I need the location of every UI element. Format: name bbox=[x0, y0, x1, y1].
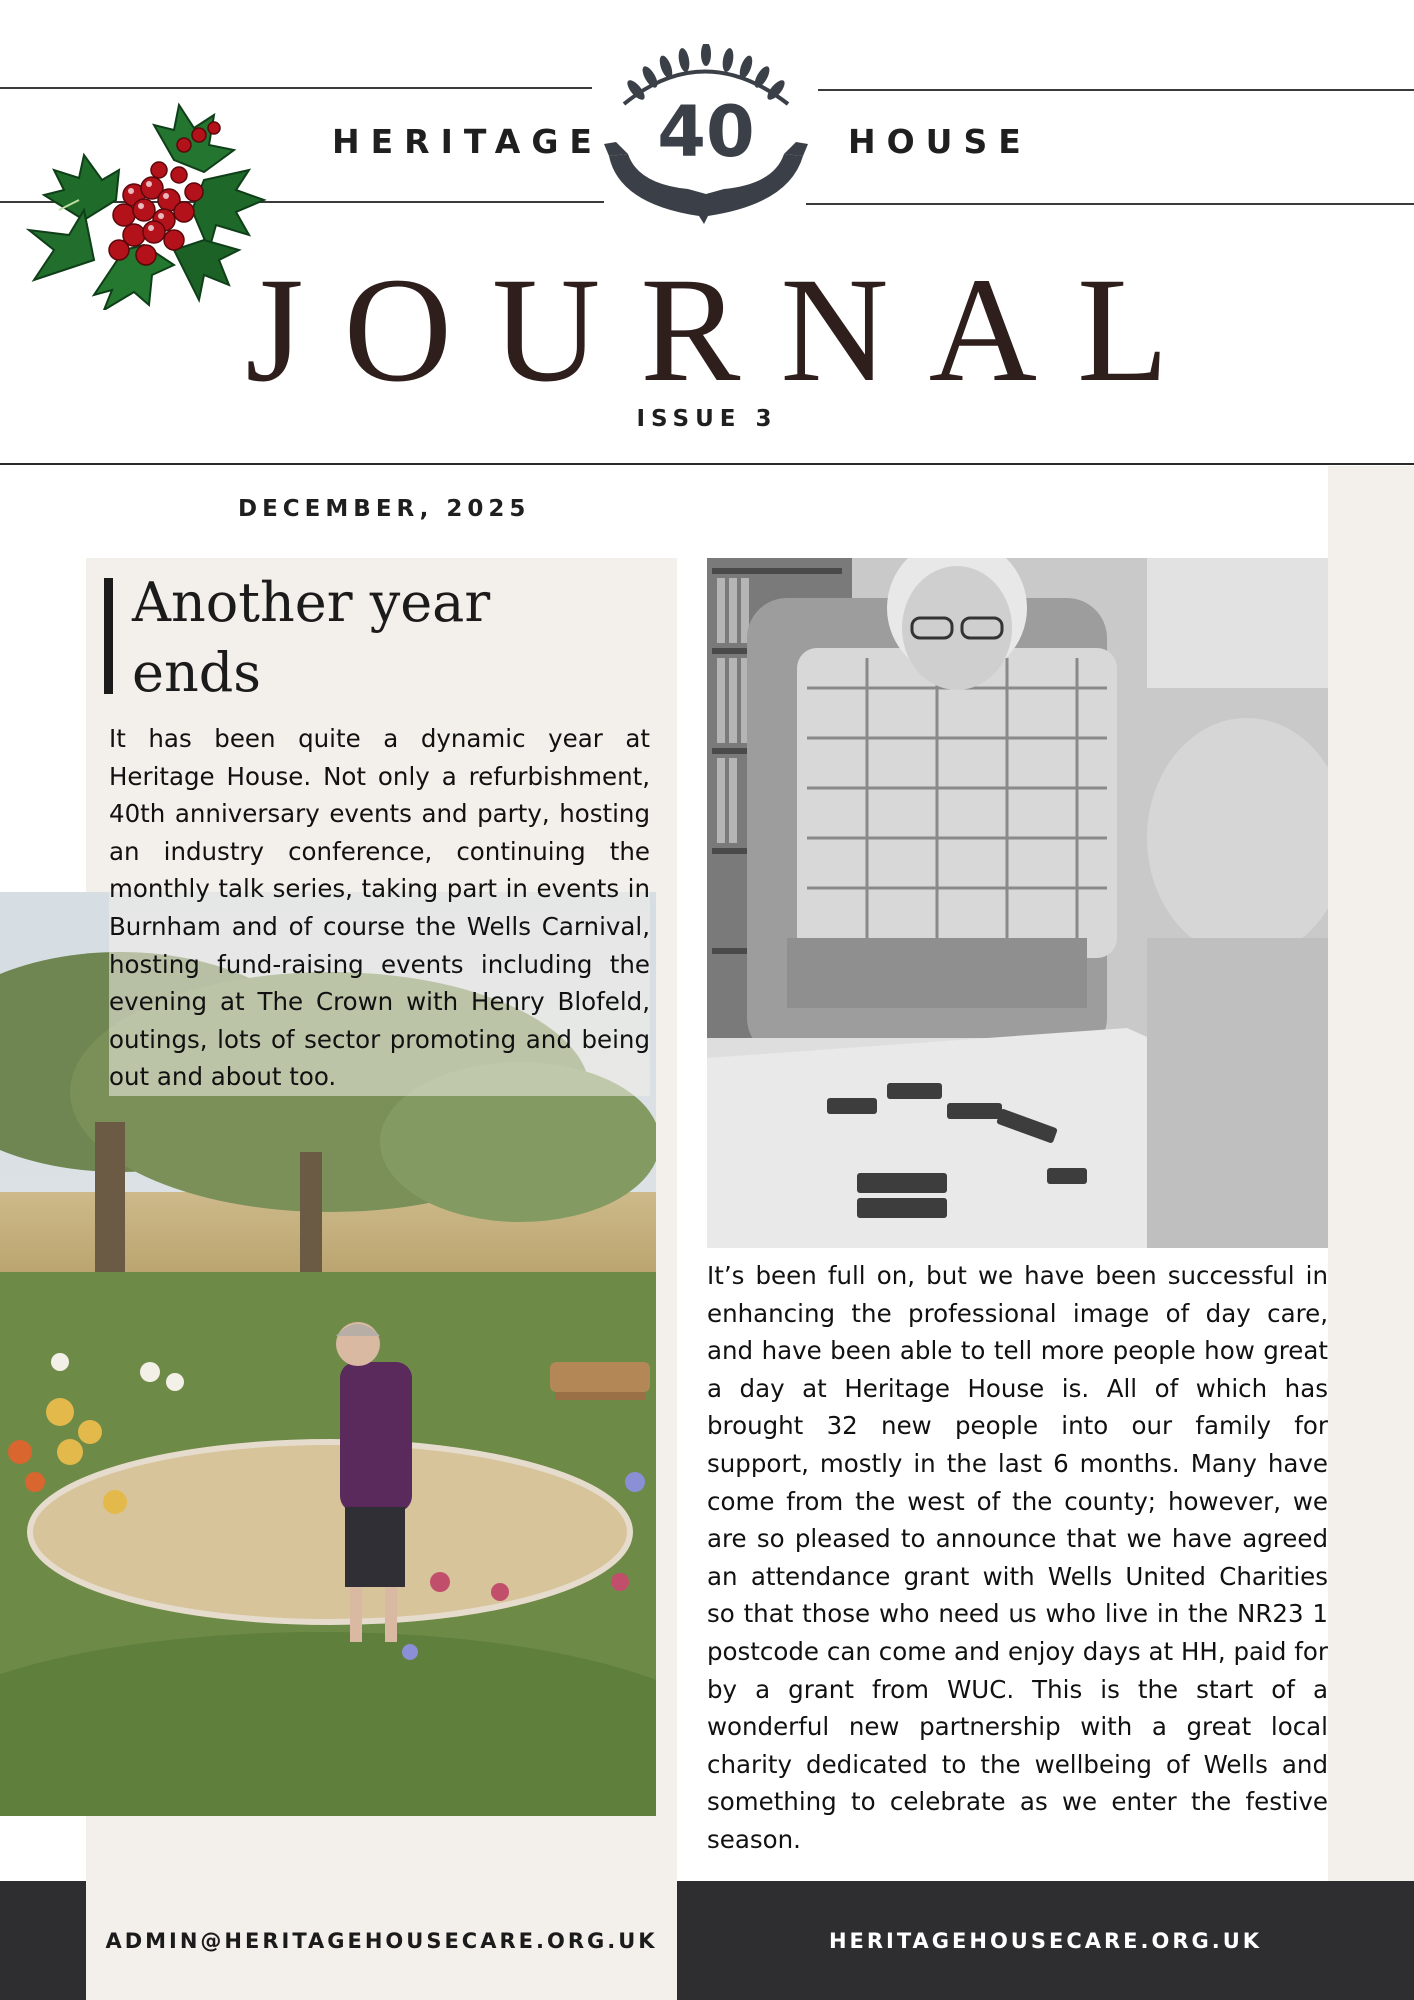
footer-left-block bbox=[0, 1881, 86, 2000]
right-edge-panel bbox=[1328, 466, 1414, 1881]
header-rule-top-left bbox=[0, 87, 592, 89]
dominoes-photo bbox=[707, 558, 1328, 1248]
article-heading: Another year ends bbox=[132, 571, 491, 704]
journal-title: JOURNAL bbox=[245, 247, 1209, 413]
article-paragraph-2: It’s been full on, but we have been successful in enhancing the professional image of day care, and have been able to tell more people how great a day at Heritage House is. All of which has brought 32 new people into our family for support, mostly in the last 6 months. Many have come from the west of the county; however, we are so pleased to announce that we have agreed an attendance grant with Wells United Charities so that those who need us who live in the NR23 1 postcode can come and enjoy days at HH, paid for by a grant from WUC. This is the start of a wonderful new partnership with a great local charity dedicated to the wellbeing of Wells and something to celebrate as we enter the festive season. bbox=[707, 1261, 1328, 1854]
brand-house: HOUSE bbox=[848, 122, 1032, 161]
masthead-divider bbox=[0, 463, 1414, 465]
footer-website-link[interactable]: HERITAGEHOUSECARE.ORG.UK bbox=[828, 1928, 1263, 1953]
header-rule-top-right bbox=[818, 89, 1414, 91]
hands-laurel-emblem-icon bbox=[604, 44, 808, 224]
footer-email-link[interactable]: ADMIN@HERITAGEHOUSECARE.ORG.UK bbox=[105, 1928, 658, 1953]
issue-number: ISSUE 3 bbox=[636, 406, 778, 432]
anniversary-number: 40 bbox=[657, 91, 755, 173]
heading-accent-bar bbox=[104, 578, 113, 694]
brand-heritage: HERITAGE bbox=[332, 122, 603, 161]
article-paragraph-1: It has been quite a dynamic year at Heritage House. Not only a refurbishment, 40th anniversary events and party, hosting an industry conference, continuing the monthly talk series, taking part in events in Burnham and of course the Wells Carnival, hosting fund-raising events including the evening at The Crown with Henry Blofeld, outings, lots of sector promoting and being out and about too. bbox=[109, 720, 650, 1096]
issue-date: DECEMBER, 2025 bbox=[238, 496, 531, 522]
header-rule-bottom-right bbox=[806, 203, 1414, 205]
